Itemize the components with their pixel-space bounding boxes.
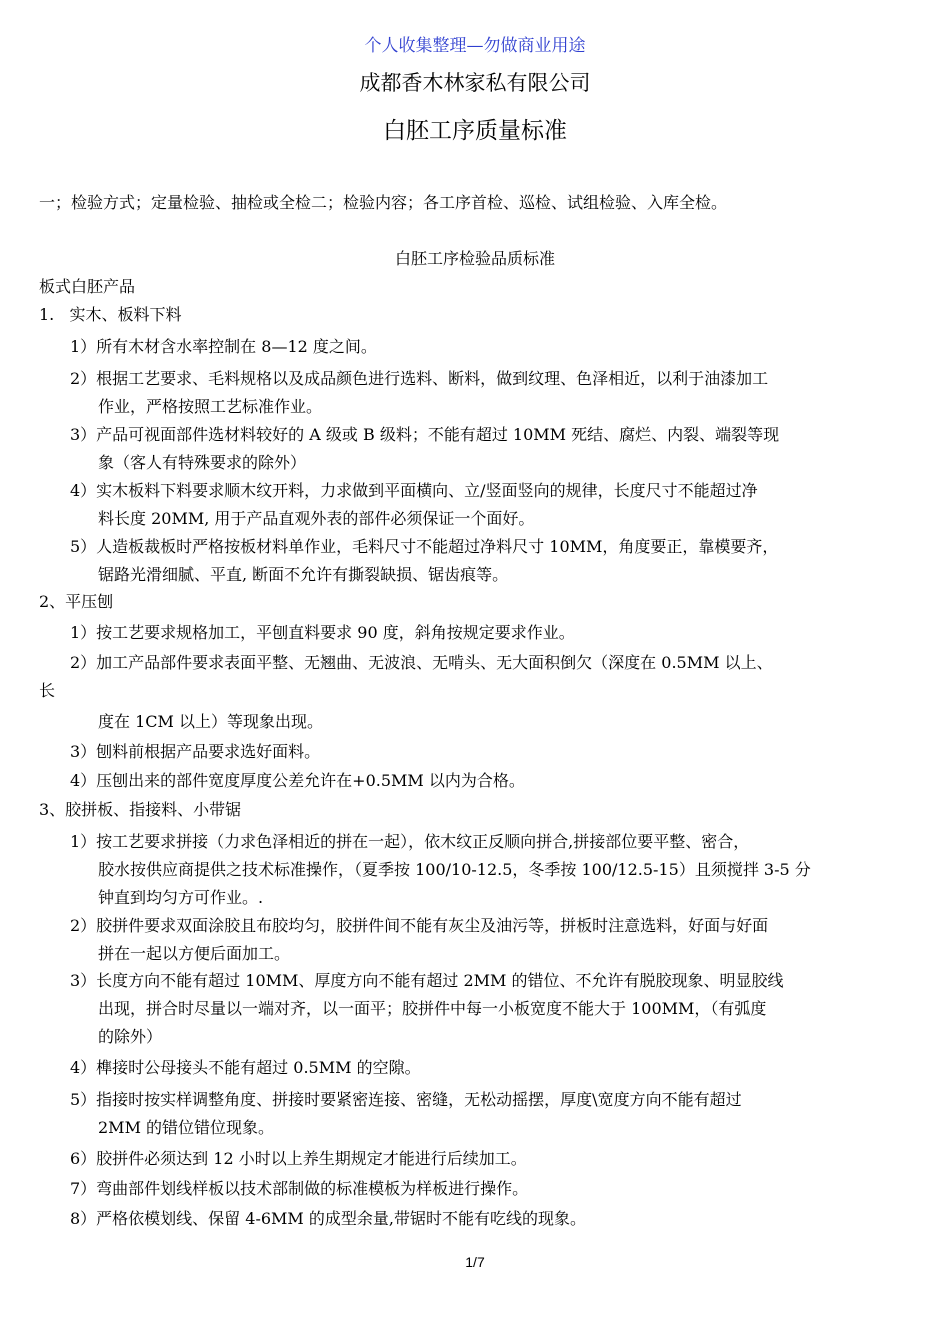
- intro-paragraph: 一；检验方式；定量检验、抽检或全检二；检验内容；各工序首检、巡检、试组检验、入库全检。: [39, 193, 728, 212]
- document-title: 白胚工序质量标准: [383, 118, 567, 144]
- list-item-continuation: 拼在一起以方便后面加工。: [98, 944, 291, 963]
- list-item-continuation: 作业，严格按照工艺标准作业。: [98, 397, 323, 416]
- list-item: 4）实木板料下料要求顺木纹开料，力求做到平面横向、立/竖面竖向的规律，长度尺寸不能超过净: [70, 481, 758, 500]
- list-item-continuation: 长: [39, 681, 56, 700]
- list-item: 3）产品可视面部件选材料较好的 A 级或 B 级料；不能有超过 10MM 死结、腐烂、内裂、端裂等现: [70, 425, 780, 444]
- list-item-continuation: 度在 1CM 以上）等现象出现。: [98, 712, 323, 731]
- list-item: 3）长度方向不能有超过 10MM、厚度方向不能有超过 2MM 的错位、不允许有脱胶现象、明显胶线: [70, 971, 784, 990]
- list-item: 4）榫接时公母接头不能有超过 0.5MM 的空隙。: [70, 1058, 421, 1077]
- list-item-continuation: 锯路光滑细腻、平直, 断面不允许有撕裂缺损、锯齿痕等。: [98, 565, 509, 584]
- list-item: 2）加工产品部件要求表面平整、无翘曲、无波浪、无啃头、无大面积倒欠（深度在 0.5MM 以上、: [70, 653, 773, 672]
- list-item-continuation: 料长度 20MM, 用于产品直观外表的部件必须保证一个面好。: [98, 509, 535, 528]
- list-item-continuation: 胶水按供应商提供之技术标准操作，（夏季按 100/10-12.5，冬季按 100/12.5-15）且须搅拌 3-5 分: [98, 860, 811, 879]
- list-item: 8）严格依模划线、保留 4-6MM 的成型余量,带锯时不能有吃线的现象。: [70, 1209, 586, 1228]
- company-name: 成都香木林家私有限公司: [359, 71, 591, 95]
- list-item: 4）压刨出来的部件宽度厚度公差允许在+0.5MM 以内为合格。: [70, 771, 525, 790]
- list-item-continuation: 2MM 的错位错位现象。: [98, 1118, 275, 1137]
- section-subtitle: 白胚工序检验品质标准: [394, 249, 555, 268]
- list-item-continuation: 象（客人有特殊要求的除外）: [98, 453, 307, 472]
- list-item-continuation: 出现，拼合时尽量以一端对齐，以一面平；胶拼件中每一小板宽度不能大于 100MM，（有弧度: [98, 999, 767, 1018]
- page-number: 1/7: [465, 1254, 485, 1270]
- list-item: 5）指接时按实样调整角度、拼接时要紧密连接、密缝，无松动摇摆，厚度\宽度方向不能有超过: [70, 1090, 742, 1109]
- list-item: 2）胶拼件要求双面涂胶且布胶均匀，胶拼件间不能有灰尘及油污等，拼板时注意选料，好面与好面: [70, 916, 769, 935]
- list-item: 2）根据工艺要求、毛料规格以及成品颜色进行选料、断料，做到纹理、色泽相近，以利于油漆加工: [70, 369, 769, 388]
- section-heading: 1. 实木、板料下料: [39, 305, 182, 324]
- section-heading: 3、胶拼板、指接料、小带锯: [39, 800, 242, 819]
- list-item: 1）按工艺要求规格加工，平刨直料要求 90 度，斜角按规定要求作业。: [70, 623, 575, 642]
- category-label: 板式白胚产品: [39, 277, 136, 296]
- list-item: 6）胶拼件必须达到 12 小时以上养生期规定才能进行后续加工。: [70, 1149, 527, 1168]
- list-item: 5）人造板裁板时严格按板材料单作业，毛料尺寸不能超过净料尺寸 10MM，角度要正，靠模要齐，: [70, 537, 779, 556]
- list-item: 3）刨料前根据产品要求选好面料。: [70, 742, 321, 761]
- watermark-text: 个人收集整理—勿做商业用途: [364, 36, 586, 56]
- section-heading: 2、平压刨: [39, 592, 114, 611]
- list-item: 1）所有木材含水率控制在 8—12 度之间。: [70, 337, 377, 356]
- list-item: 1）按工艺要求拼接（力求色泽相近的拼在一起），依木纹正反顺向拼合,拼接部位要平整、密合，: [70, 832, 750, 851]
- list-item-continuation: 钟直到均匀方可作业。.: [98, 888, 264, 907]
- list-item: 7）弯曲部件划线样板以技术部制做的标准模板为样板进行操作。: [70, 1179, 529, 1198]
- list-item-continuation: 的除外）: [98, 1027, 163, 1046]
